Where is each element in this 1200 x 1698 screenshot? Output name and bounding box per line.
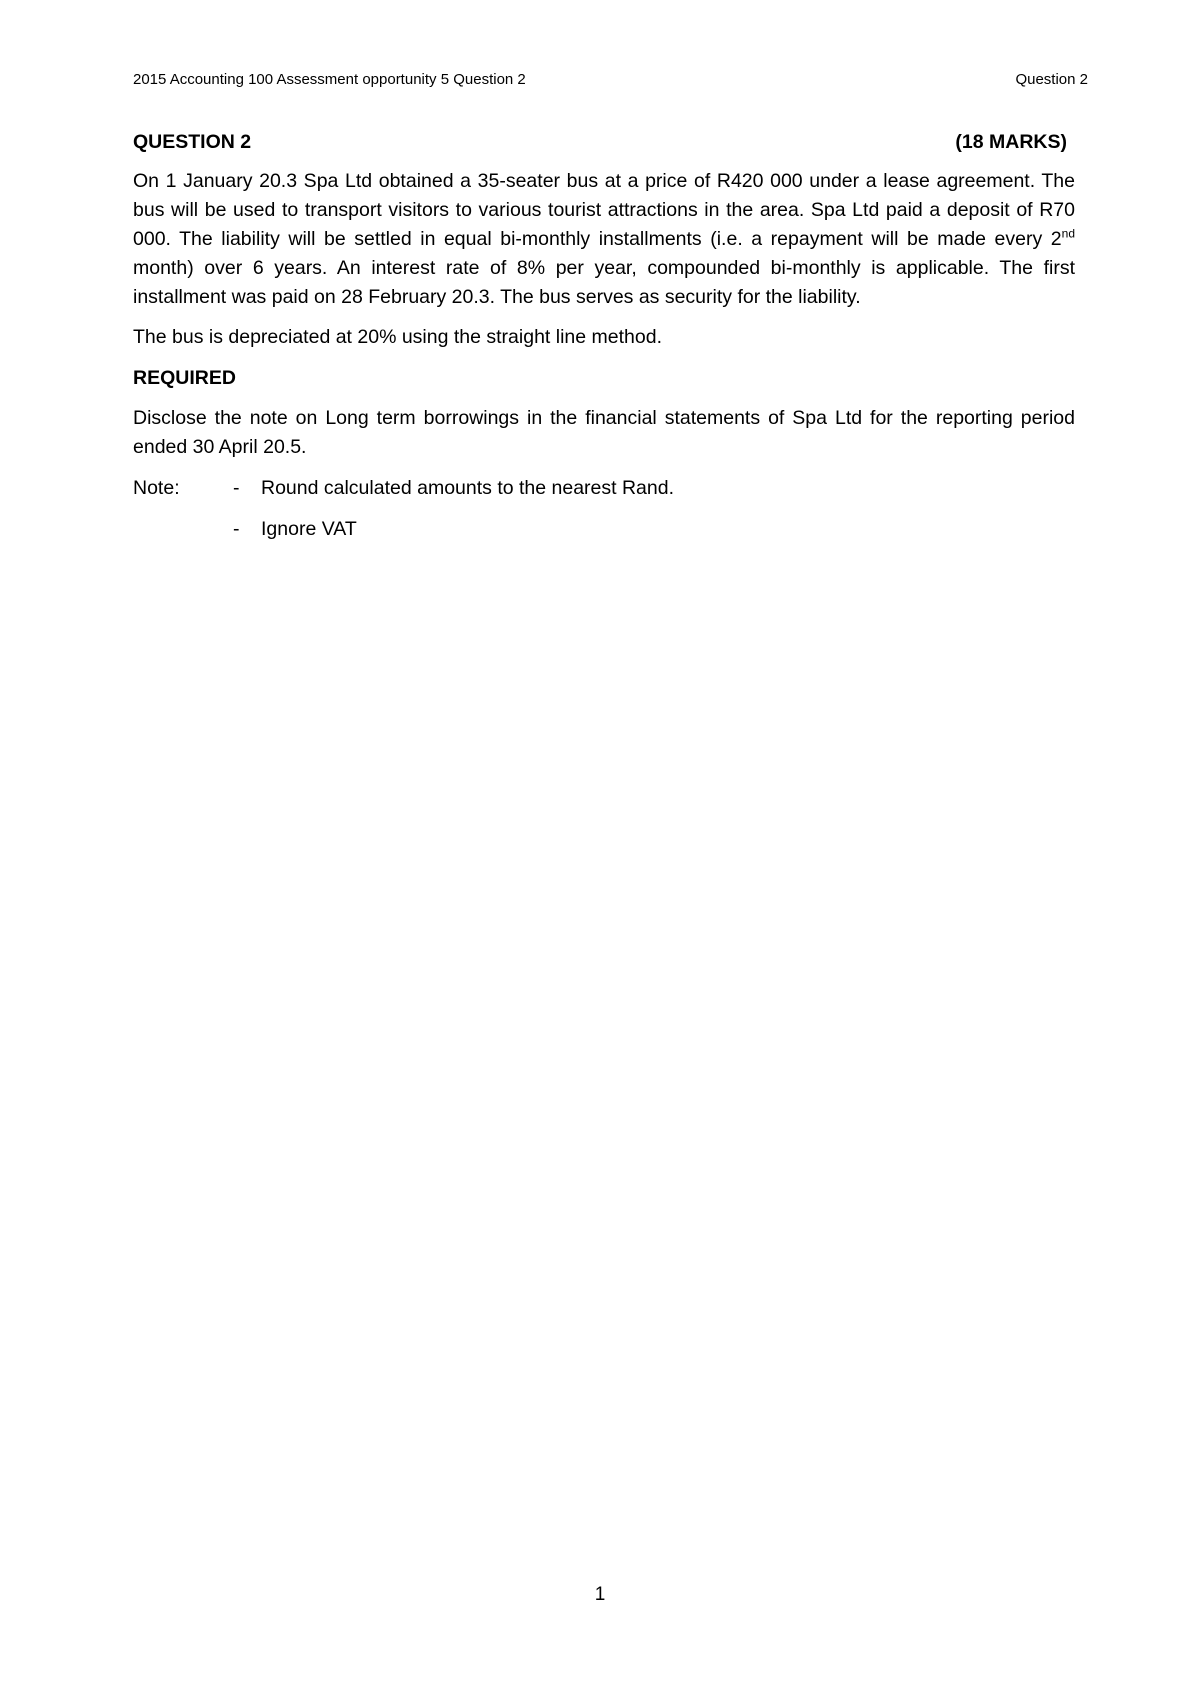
paragraph-1-part-2: month) over 6 years. An interest rate of 8% per year, compounded bi-monthly is applicable. The first installment was paid on 28 February 20.3. The bus serves as security for the liability. [133,257,1075,308]
header-right-text: Question 2 [1015,71,1088,88]
note-text: Ignore VAT [261,518,357,540]
note-text: Round calculated amounts to the nearest Rand. [261,477,675,499]
note-label-spacer [133,515,233,544]
paragraph-1-superscript: nd [1061,226,1075,241]
question-paragraph-2: The bus is depreciated at 20% using the straight line method. [133,326,662,348]
note-item [133,474,1075,503]
notes-block [133,474,1075,544]
note-dash: - [233,518,240,540]
page-number: 1 [594,1584,606,1605]
note-dash: - [233,477,240,499]
page-header [133,71,1088,88]
question-paragraph-1 [133,167,1075,312]
question-marks: (18 MARKS) [955,131,1067,153]
question-heading [133,131,1075,154]
question-title: QUESTION 2 [133,131,252,153]
required-heading: REQUIRED [133,367,236,389]
note-item [133,515,1075,544]
header-left-text: 2015 Accounting 100 Assessment opportunity 5 Question 2 [133,71,526,88]
paragraph-1-part-1: On 1 January 20.3 Spa Ltd obtained a 35-seater bus at a price of R420 000 under a lease agreement. The bus will be used to transport visitors to various tourist attractions in the area. Spa Ltd paid a deposit of R70 000. The liability will be settled in equal bi-monthly installments (i.e. a repayment will be made every 2 [133,170,1075,250]
note-label: Note: [133,477,180,499]
required-text: Disclose the note on Long term borrowings in the financial statements of Spa Ltd for the reporting period ended 30 April 20.5. [133,407,1075,458]
page-content [133,131,1075,556]
